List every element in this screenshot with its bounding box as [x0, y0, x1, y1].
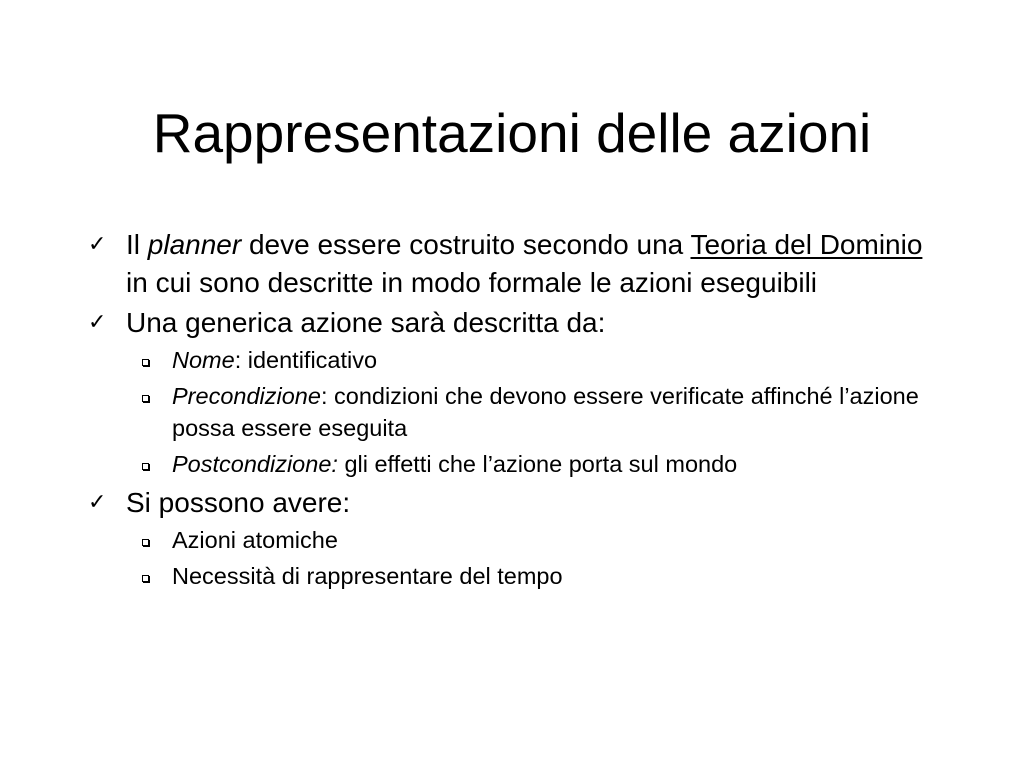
checkmark-icon: ✓: [88, 310, 107, 335]
sub-bullet-azioni-atomiche: [134, 524, 928, 556]
sub-bullet-text: gli effetti che l’azione porta sul mondo: [337, 451, 738, 477]
sub-bullet-text: Necessità di rappresentare del tempo: [172, 563, 563, 589]
bullet-text: Una generica azione sarà descritta da:: [126, 307, 606, 338]
square-bullet-icon: [142, 359, 149, 366]
bullet-text: Si possono avere:: [126, 487, 351, 518]
sub-bullet-postcondizione: [134, 448, 928, 480]
checkmark-icon: ✓: [88, 490, 107, 515]
bullet-text: in cui sono descritte in modo formale le azioni eseguibili: [126, 267, 818, 298]
bullet-generic-action: [88, 304, 928, 342]
sub-bullet-term: Precondizione: [172, 383, 321, 409]
square-bullet-icon: [142, 463, 149, 470]
bullet-planner: [88, 226, 928, 302]
teoria-del-dominio-link[interactable]: Teoria del Dominio: [690, 229, 923, 260]
sub-bullet-term: Postcondizione:: [172, 451, 338, 477]
bullet-si-possono-avere: [88, 484, 928, 522]
slide-body: [88, 226, 928, 596]
square-bullet-icon: [142, 395, 149, 402]
square-bullet-icon: [142, 539, 149, 546]
sub-list-action-parts: [88, 344, 928, 480]
sub-bullet-term: Nome: [172, 347, 235, 373]
checkmark-icon: ✓: [88, 232, 107, 257]
sub-bullet-nome: [134, 344, 928, 376]
sub-list-options: [88, 524, 928, 592]
bullet-text: Il: [126, 229, 148, 260]
sub-bullet-text: Azioni atomiche: [172, 527, 338, 553]
sub-bullet-text: : identificativo: [234, 347, 378, 373]
slide-title: Rappresentazioni delle azioni: [152, 102, 872, 164]
sub-bullet-precondizione: [134, 380, 928, 444]
planner-term: planner: [147, 229, 242, 260]
bullet-text: deve essere costruito secondo una: [241, 229, 691, 260]
sub-bullet-text: : condizioni che devono essere verificate affinché l’azione possa essere eseguita: [172, 383, 919, 441]
square-bullet-icon: [142, 575, 149, 582]
sub-bullet-tempo: [134, 560, 928, 592]
